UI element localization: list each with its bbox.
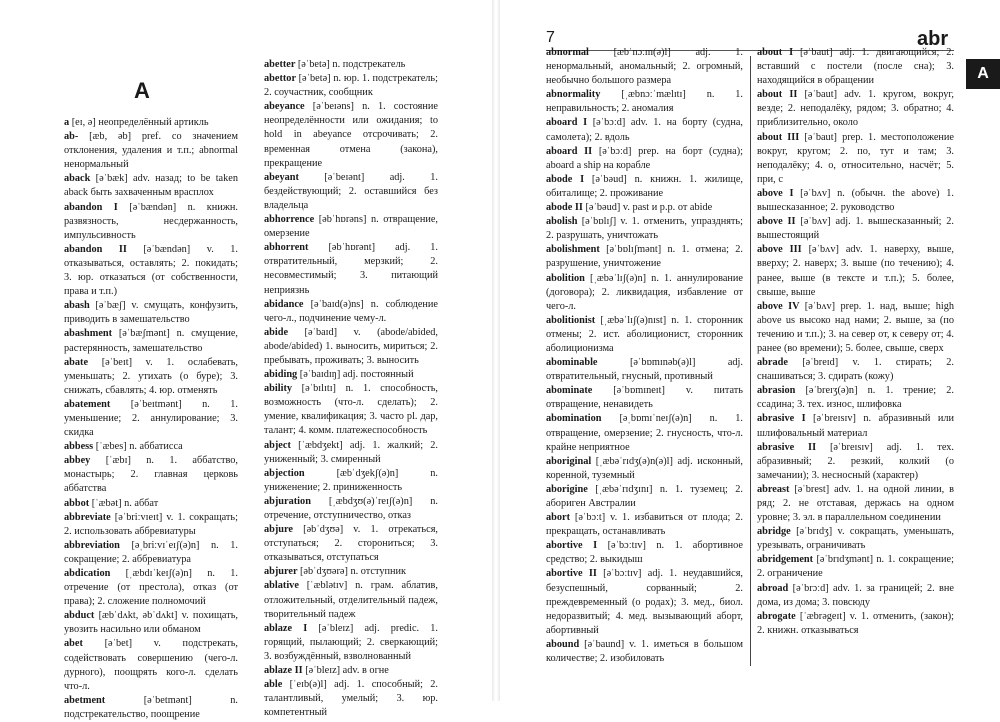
dictionary-entry: abettor [əˈbetə] n. юр. 1. подстрекатель; 2. соучастник, сообщник	[264, 73, 438, 99]
dictionary-entry: abolition [ˌæbəˈlɪʃ(ə)n] n. 1. аннулирование (договора); 2. ликвидация, избавление от чего-л.	[546, 272, 743, 312]
section-letter: A	[134, 78, 150, 103]
dictionary-entry: abandon II [əˈbændən] v. 1. отказываться, оставлять; 2. покидать; 3. юр. отказаться (от собственности, права и т.п.)	[64, 243, 238, 298]
dictionary-entry: abash [əˈbæʃ] v. смущать, конфузить, приводить в замешательство	[64, 300, 238, 326]
dictionary-entry: abnormality [ˌæbnɔːˈmælɪtɪ] n. 1. неправильность; 2. аномалия	[546, 89, 743, 115]
right-column-1	[546, 46, 743, 666]
dictionary-entry: abode II [əˈbəud] v. past и p.p. от abide	[546, 202, 713, 214]
dictionary-entry: abrade [əˈbreɪd] v. 1. стирать; 2. снашиваться; 3. сдирать (кожу)	[757, 357, 955, 383]
dictionary-entry: abashment [əˈbæʃmənt] n. смущение, растерянность, замешательство	[64, 328, 238, 354]
dictionary-entry: above III [əˈbʌv] adv. 1. наверху, выше, вверху; 2. наверх; 3. выше (по течению); 4. ранее, выше (в тексте и т.п.); 5. более, свыше, выше	[757, 244, 954, 298]
dictionary-entry: abort [əˈbɔːt] v. 1. избавиться от плода; 2. прекращать, останавливать	[546, 512, 743, 538]
dictionary-entry: abbess [ˈæbes] n. аббатисса	[64, 441, 183, 453]
dictionary-entry: ablative [ˈæblətɪv] n. грам. аблатив, отложительный, отделительный падеж, творительный падеж	[264, 580, 438, 620]
dictionary-entry: abound [əˈbaund] v. 1. иметься в большом количестве; 2. изобиловать	[546, 638, 743, 665]
book-gutter	[492, 0, 500, 701]
left-column-1	[64, 116, 238, 722]
dictionary-entry: a [eɪ, ə] неопределённый артикль	[64, 117, 209, 128]
dictionary-entry: ab- [æb, əb] pref. со значением отклонения, удаления и т.п.; abnormal ненормальный	[64, 131, 238, 171]
dictionary-entry: about I [əˈbaut] adj. 1. двигающийся; 2. вставший с постели (после сна); 3. находящийся в обращении	[757, 47, 954, 87]
dictionary-entry: abidance [əˈbaɪd(ə)ns] n. соблюдение чего-л., подчинение чему-л.	[264, 298, 439, 324]
dictionary-entry: abhorrence [əbˈhɒrəns] n. отвращение, омерзение	[264, 214, 438, 240]
dictionary-entry: abatement [əˈbeɪtmənt] n. 1. уменьшение; 2. аннулирование; 3. скидка	[64, 398, 239, 439]
left-column-2	[264, 58, 438, 720]
right-column-2	[757, 46, 954, 638]
dictionary-entry: abjection [æbˈdʒekʃ(ə)n] n. униженение; 2. приниженность	[264, 467, 439, 493]
dictionary-entry: abetter [əˈbetə] n. подстрекатель	[264, 59, 406, 70]
dictionary-entry: abate [əˈbeɪt] v. 1. ослабевать, уменьшать; 2. утихать (о буре); 3. снижать, сбавлять; 4. юр. отменять	[64, 356, 238, 396]
dictionary-entry: abolishment [əˈbɒlɪʃmənt] n. 1. отмена; 2. разрушение, уничтожение	[546, 244, 743, 270]
dictionary-entry: abortive II [əˈbɔːtɪv] adj. 1. неудавшийся, безуспешный, сорванный; 2. преждевременный (о родах); 3. мед., биол. недоразвитый; 4. мед. вызывающий аборт, абортивный	[546, 568, 744, 636]
dictionary-entry: abjurer [əbˈdʒʊərə] n. отступник	[264, 566, 407, 578]
dictionary-entry: about III [əˈbaut] prep. 1. местоположение вокруг, кругом; 2. по, тут и там; 3. неподалёку; 4. о, относительно, насчёт; 5. при, с	[757, 131, 954, 185]
left-page	[0, 0, 492, 720]
dictionary-entry: abomination [əˌbɒmɪˈneɪʃ(ə)n] n. 1. отвращение, омерзение; 2. гнусность, что-л. крайне неприятное	[546, 413, 744, 453]
dictionary-entry: abrasive I [əˈbreɪsɪv] n. абразивный или шлифовальный материал	[757, 413, 954, 439]
dictionary-entry: abolish [əˈbɒlɪʃ] v. 1. отменить, упразднять; 2. разрушать, уничтожать	[546, 216, 743, 242]
dictionary-entry: abbot [ˈæbət] n. аббат	[64, 497, 159, 509]
dictionary-entry: abduct [æbˈdʌkt, əbˈdʌkt] v. похищать, увозить насильно или обманом	[64, 610, 238, 636]
dictionary-entry: abetment [əˈbetmənt] n. подстрекательство, поощрение	[64, 694, 238, 720]
dictionary-entry: aboriginal [ˌæbəˈrɪdʒ(ə)n(ə)l] adj. исконный, коренной, туземный	[546, 455, 743, 481]
dictionary-entry: abide [əˈbaɪd] v. (abode/abided, abode/abided) 1. выносить, мириться; 2. пребывать, проживать; 3. выносить	[264, 326, 439, 366]
dictionary-entry: aboard II [əˈbɔːd] prep. на борт (судна); aboard a ship на корабле	[546, 145, 743, 171]
dictionary-entry: aborigine [ˌæbəˈrɪdʒɪnɪ] n. 1. туземец; 2. абориген Австралии	[546, 483, 743, 509]
dictionary-entry: abreast [əˈbrest] adv. 1. на одной линии, в ряд; 2. не отставая, держась на одном уровне; 3. эл. в параллельном соединении	[757, 483, 954, 524]
dictionary-entry: abrasive II [əˈbreɪsɪv] adj. 1. тех. абразивный; 2. резкий, колкий (о замечании); 3. несносный (характер)	[757, 441, 955, 481]
dictionary-entry: able [ˈeɪb(ə)l] adj. 1. способный; 2. талантливый, умелый; 3. юр. компетентный	[264, 679, 439, 719]
dictionary-entry: ablaze I [əˈbleɪz] adj. predic. 1. горящий, пылающий; 2. сверкающий; 3. возбуждённый, взволнованный	[264, 622, 438, 662]
dictionary-entry: abeyance [əˈbeɪəns] n. 1. состояние неопределённости или ожидания; to hold in abeyance отсрочивать; 2. временная отмена (закона), прекращение	[264, 101, 438, 169]
dictionary-entry: abridge [əˈbrɪdʒ] v. сокращать, уменьшать, урезывать, ограничивать	[757, 526, 954, 552]
dictionary-entry: about II [əˈbaut] adv. 1. кругом, вокруг, везде; 2. неподалёку, рядом; 3. обратно; 4. приблизительно, около	[757, 89, 954, 129]
dictionary-entry: abrasion [əˈbreɪʒ(ə)n] n. 1. трение; 2. ссадина; 3. тех. износ, шлифовка	[757, 385, 954, 411]
thumb-index-tab[interactable]: A	[966, 59, 1000, 89]
dictionary-entry: aback [əˈbæk] adv. назад; to be taken aback быть захваченным врасплох	[64, 173, 238, 199]
dictionary-entry: abbreviation [əˌbriːvɪˈeɪʃ(ə)n] n. 1. сокращение; 2. аббревиатура	[64, 539, 239, 565]
dictionary-entry: abolitionist [ˌæbəˈlɪʃ(ə)nɪst] n. 1. сторонник отмены; 2. ист. аболиционист, сторонник аболиционизма	[546, 314, 743, 354]
dictionary-entry: abominate [əˈbɒmɪneɪt] v. питать отвращение, ненавидеть	[546, 385, 743, 411]
dictionary-entry: aboard I [əˈbɔːd] adv. 1. на борту (судна, самолета); 2. вдоль	[546, 117, 744, 143]
dictionary-entry: ability [əˈbɪlɪtɪ] n. 1. способность, возможность (что-л. сделать); 2. умение, квалификация; 3. часто pl. дар, талант; 4. комм. платежеспособность	[264, 383, 439, 437]
dictionary-entry: abhorrent [əbˈhɒrənt] adj. 1. отвратительный, мерзкий; 2. несовместимый; 3. питающий неприязнь	[264, 242, 438, 296]
page-number: 7	[546, 29, 555, 46]
dictionary-entry: abnormal [æbˈnɔːm(ə)l] adj. 1. ненормальный, аномальный; 2. огромный, необычно большого размера	[546, 47, 743, 87]
column-divider	[750, 56, 751, 666]
dictionary-entry: abbey [ˈæbɪ] n. 1. аббатство, монастырь; 2. главная церковь аббатства	[64, 455, 238, 495]
dictionary-entry: ablaze II [əˈbleɪz] adv. в огне	[264, 665, 389, 677]
dictionary-entry: above IV [əˈbʌv] prep. 1. над, выше; high above us высоко над нами; 2. выше, за (по течению и т.п.); 3. на север от, к северу от; 4. ранее (во времени); 5. более, свыше, сверх	[757, 300, 954, 354]
dictionary-entry: abjure [əbˈdʒʊə] v. 1. отрекаться, отступаться; 2. сторониться; 3. отказываться, отступаться	[264, 524, 439, 564]
dictionary-entry: above II [əˈbʌv] adj. 1. вышесказанный; 2. вышестоящий	[757, 216, 955, 242]
dictionary-entry: abridgement [əˈbrɪdʒmənt] n. 1. сокращение; 2. ограничение	[757, 554, 954, 580]
dictionary-entry: abbreviate [əˈbriːvɪeɪt] v. 1. сокращать; 2. использовать аббревиатуры	[64, 511, 238, 537]
dictionary-entry: abrogate [ˈæbrəgeɪt] v. 1. отменить, (закон); 2. книжн. отказываться	[757, 610, 955, 636]
dictionary-entry: abet [əˈbet] v. подстрекать, содействовать совершению (чего-л. дурного), поощрять кого-л. сделать что-л.	[64, 638, 238, 692]
dictionary-entry: abdication [ˌæbdɪˈkeɪʃ(ə)n] n. 1. отречение (от престола), отказ (от права); 2. сложение полномочий	[64, 568, 238, 608]
dictionary-entry: abject [ˈæbdʒekt] adj. 1. жалкий; 2. униженный; 3. смиренный	[264, 439, 439, 465]
dictionary-entry: abortive I [əˈbɔːtɪv] n. 1. абортивное средство; 2. выкидыш	[546, 540, 743, 566]
running-header: abr	[917, 28, 949, 50]
dictionary-entry: abjuration [ˌæbdʒʊ(ə)ˈreɪʃ(ə)n] n. отречение, отступничество, отказ	[264, 495, 438, 521]
dictionary-entry: above I [əˈbʌv] n. (обычн. the above) 1. вышесказанное; 2. руководство	[757, 187, 954, 214]
dictionary-entry: abode I [əˈbəud] n. книжн. 1. жилище, обиталище; 2. проживание	[546, 173, 743, 199]
dictionary-entry: abominable [əˈbɒmɪnəb(ə)l] adj. отвратительный, гнусный, противный	[546, 357, 743, 383]
dictionary-entry: abroad [əˈbrɔːd] adv. 1. за границей; 2. вне дома, из дома; 3. повсюду	[757, 582, 954, 608]
dictionary-entry: abandon I [əˈbændən] n. книжн. развязность, несдержанность, импульсивность	[64, 201, 238, 241]
dictionary-entry: abeyant [əˈbeɪənt] adj. 1. бездействующий; 2. оставшийся без владельца	[264, 171, 438, 211]
dictionary-entry: abiding [əˈbaɪdɪŋ] adj. постоянный	[264, 369, 414, 381]
